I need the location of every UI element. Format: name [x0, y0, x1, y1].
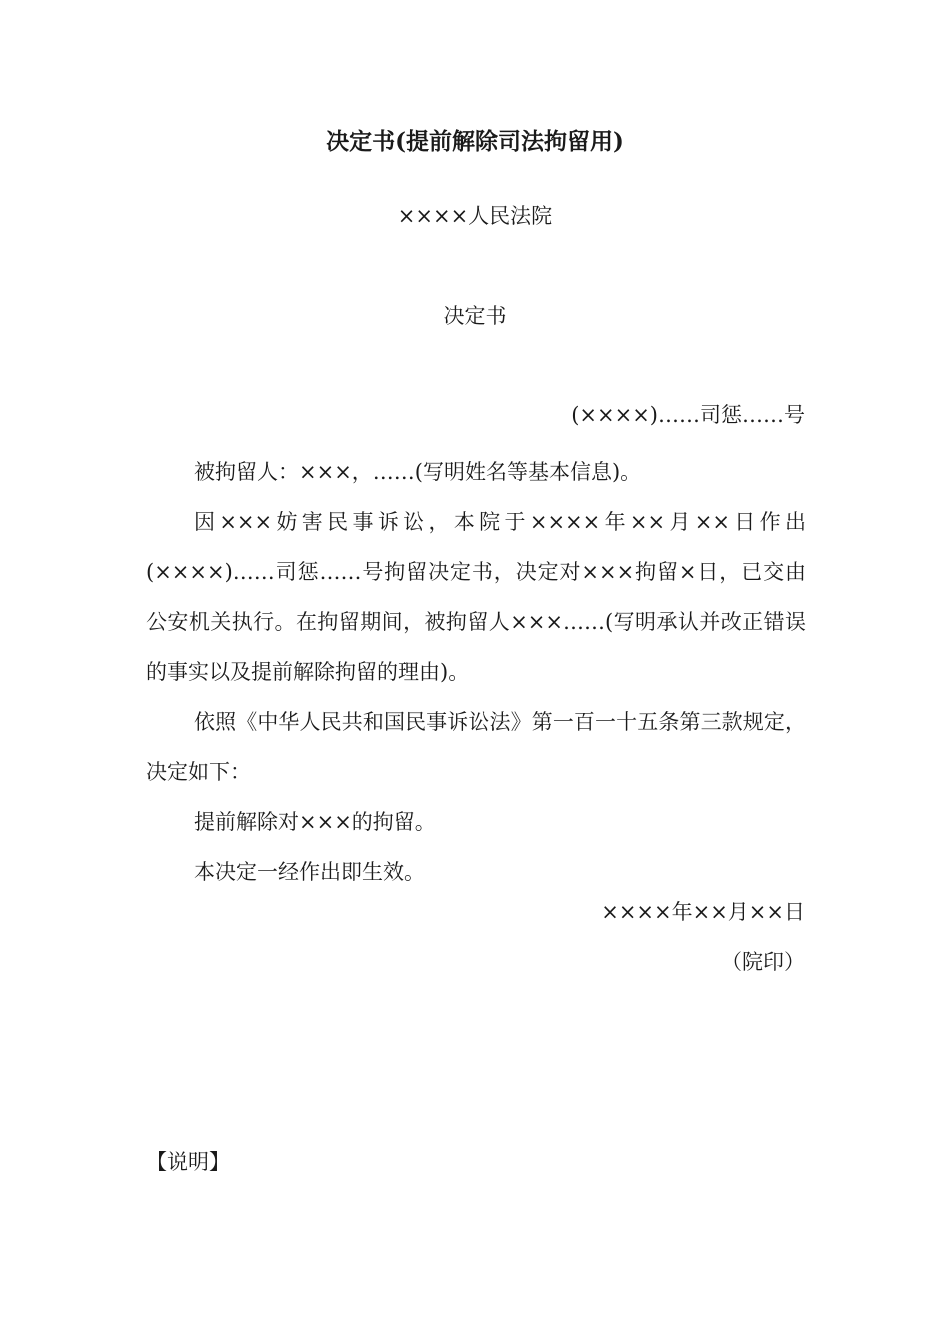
legal-basis-paragraph: 依照《中华人民共和国民事诉讼法》第一百一十五条第三款规定，决定如下：	[146, 710, 806, 784]
case-number: (××××)……司惩……号	[571, 403, 805, 427]
document-body	[146, 447, 806, 897]
document-title: 决定书(提前解除司法拘留用)	[326, 128, 624, 155]
effect-paragraph: 本决定一经作出即生效。	[194, 860, 425, 884]
signature-date: ××××年××月××日	[601, 900, 805, 924]
document-subtitle: 决定书	[443, 304, 507, 328]
facts-paragraph: 因×××妨害民事诉讼，本院于××××年××月××日作出(××××)……司惩……号拘留决定书，决定对×××拘留×日，已交由公安机关执行。在拘留期间，被拘留人×××……(写明承认并改正错误的事实以及提前解除拘留的理由)。	[146, 510, 806, 684]
explanation-heading: 【说明】	[146, 1150, 230, 1174]
detainee-paragraph: 被拘留人：×××，……(写明姓名等基本信息)。	[194, 460, 642, 484]
decision-paragraph: 提前解除对×××的拘留。	[194, 810, 436, 834]
court-seal-note: （院印）	[721, 950, 805, 974]
court-name: ××××人民法院	[397, 204, 553, 228]
